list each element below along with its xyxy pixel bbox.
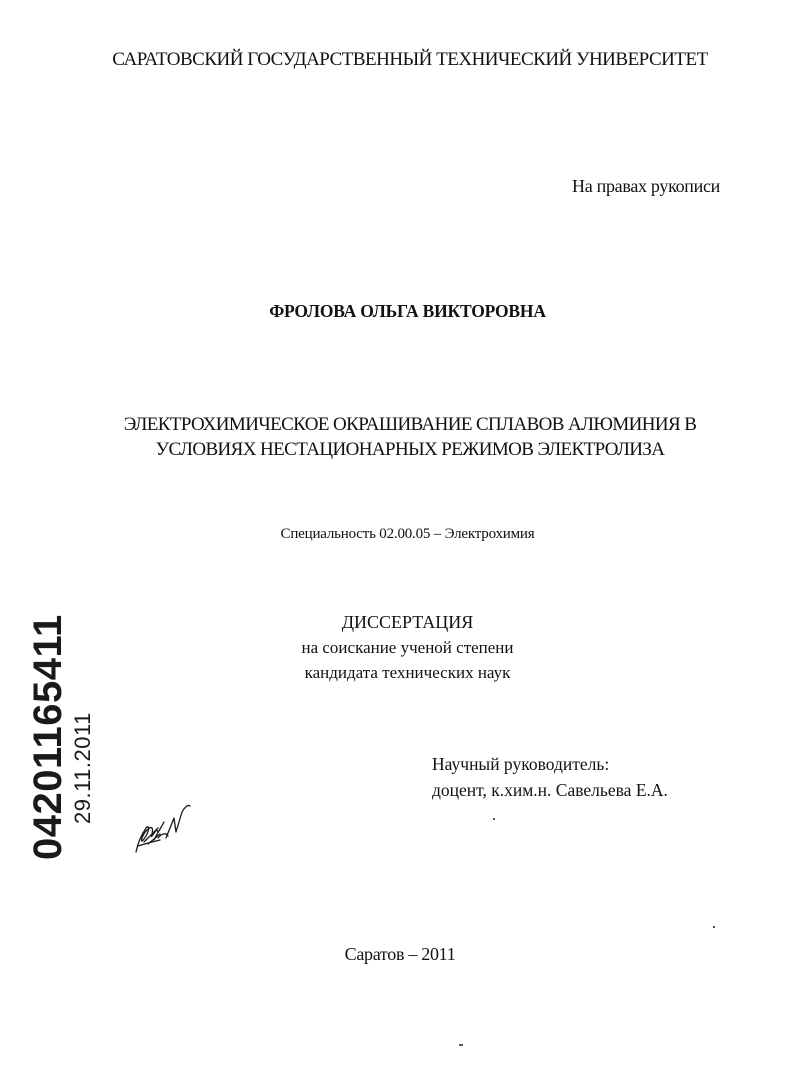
advisor-block (432, 751, 668, 803)
university-name: САРАТОВСКИЙ ГОСУДАРСТВЕННЫЙ ТЕХНИЧЕСКИЙ УНИВЕРСИТЕТ (112, 49, 708, 70)
scan-speck (493, 818, 495, 820)
scan-speck (713, 926, 715, 928)
title-line-1: ЭЛЕКТРОХИМИЧЕСКОЕ ОКРАШИВАНИЕ СПЛАВОВ АЛЮМИНИЯ В (123, 414, 697, 435)
degree-line-1: на соискание ученой степени (301, 638, 514, 657)
author-name: ФРОЛОВА ОЛЬГА ВИКТОРОВНА (269, 301, 546, 321)
dissertation-title (0, 412, 793, 462)
degree-block (0, 610, 793, 685)
city-year: Саратов – 2011 (344, 944, 456, 964)
title-line-2: УСЛОВИЯХ НЕСТАЦИОНАРНЫХ РЕЖИМОВ ЭЛЕКТРОЛИЗА (155, 439, 665, 460)
manuscript-note: На правах рукописи (572, 176, 720, 196)
stamp-date: 29.11.2011 (70, 712, 95, 824)
advisor-label: Научный руководитель: (432, 754, 610, 774)
scan-speck (459, 1044, 463, 1046)
advisor-name: доцент, к.хим.н. Савельева Е.А. (432, 780, 668, 800)
signature-icon (130, 798, 196, 856)
degree-line-2: кандидата технических наук (304, 663, 511, 682)
degree-heading: ДИССЕРТАЦИЯ (341, 612, 474, 632)
stamp-number: 04201165411 (26, 614, 70, 860)
specialty: Специальность 02.00.05 – Электрохимия (280, 526, 535, 542)
